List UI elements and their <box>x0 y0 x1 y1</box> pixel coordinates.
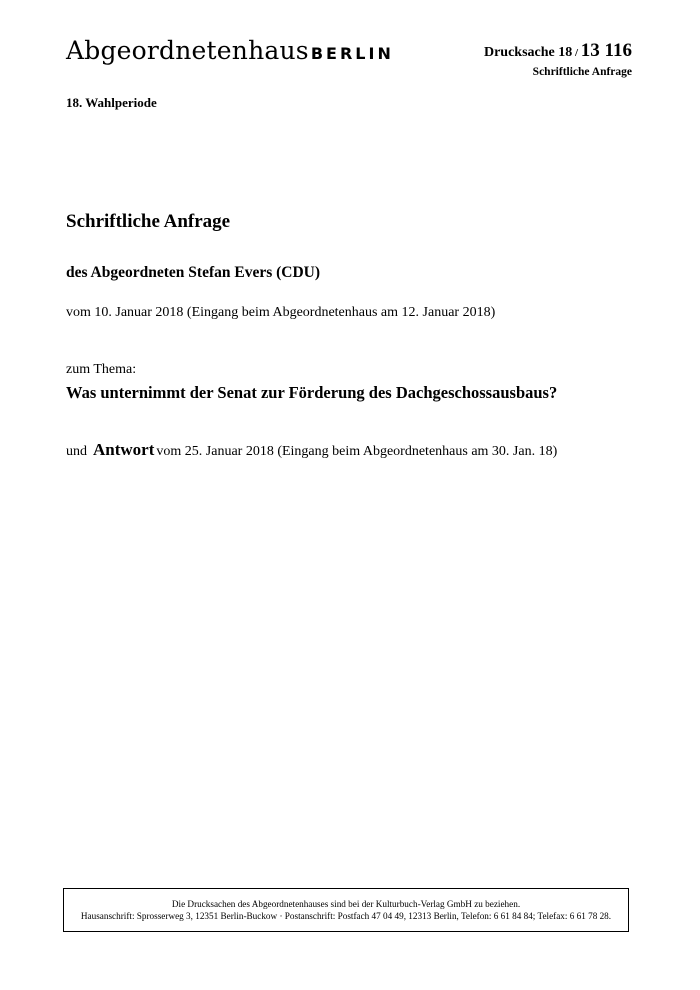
author-line: des Abgeordneten Stefan Evers (CDU) <box>66 264 321 281</box>
answer-word: Antwort <box>93 440 155 459</box>
answer-prefix: und <box>66 444 87 459</box>
parliament-logo <box>66 36 394 65</box>
footer-line-address: Hausanschrift: Sprosserweg 3, 12351 Berlin-Buckow · Postanschrift: Postfach 47 04 49, 12313 Berlin, Telefon: 6 61 84 84; Telefax: 6 61 78 28. <box>80 911 612 921</box>
document-type: Schriftliche Anfrage <box>532 66 632 78</box>
document-number-prefix: Drucksache 18 <box>483 45 573 60</box>
topic-heading: Was unternimmt der Senat zur Förderung des Dachgeschossausbaus? <box>66 383 558 402</box>
document-number-slash: / <box>572 47 581 59</box>
submission-date-line: vom 10. Januar 2018 (Eingang beim Abgeordnetenhaus am 12. Januar 2018) <box>66 305 496 320</box>
legislative-period: 18. Wahlperiode <box>66 95 157 110</box>
page-title: Schriftliche Anfrage <box>66 211 231 232</box>
answer-line <box>66 440 557 460</box>
footer-box <box>63 888 629 932</box>
document-number-value: 13 116 <box>580 40 632 61</box>
topic-label: zum Thema: <box>66 362 137 377</box>
document-number <box>484 40 632 62</box>
logo-main-text: Abgeordnetenhaus <box>66 36 309 65</box>
logo-city-text: BERLIN <box>310 44 394 63</box>
footer-line-distribution: Die Drucksachen des Abgeordnetenhauses sind bei der Kulturbuch-Verlag GmbH zu beziehen. <box>171 899 521 909</box>
answer-date: vom 25. Januar 2018 (Eingang beim Abgeordnetenhaus am 30. Jan. 18) <box>156 444 558 459</box>
